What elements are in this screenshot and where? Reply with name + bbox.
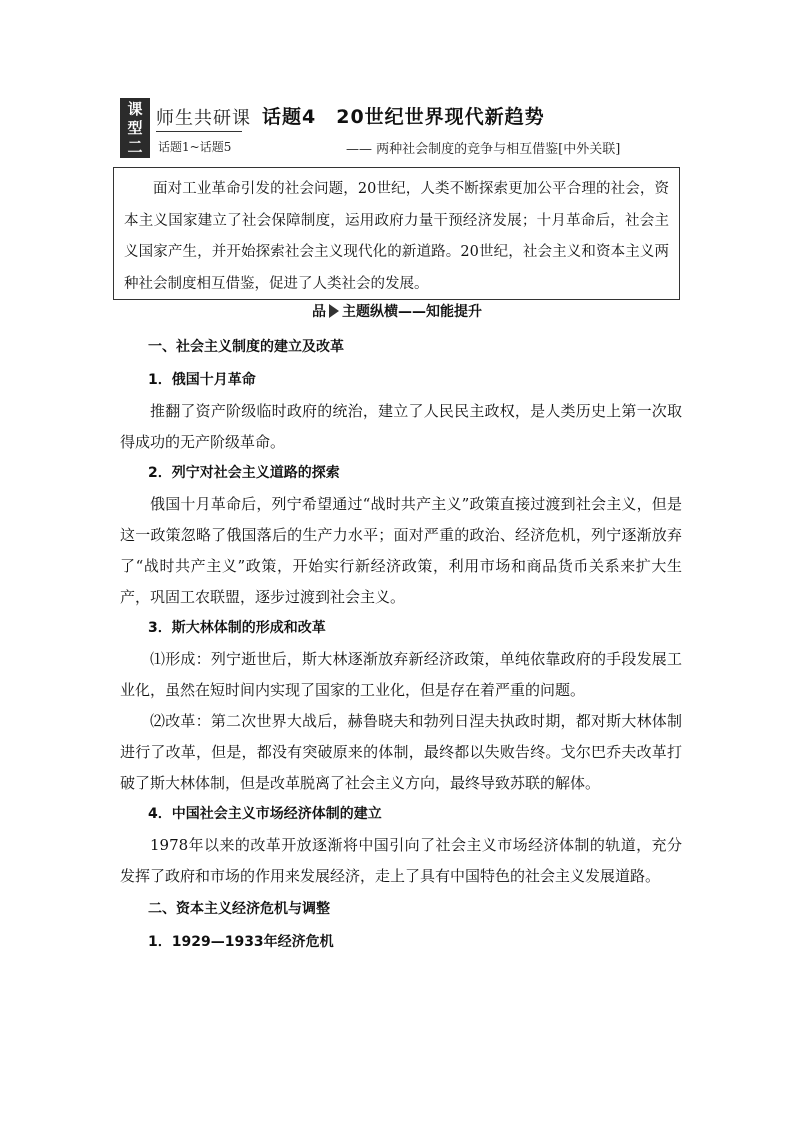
lesson-title: 师生共研课	[156, 108, 251, 129]
section-heading-2: 二、资本主义经济危机与调整	[148, 901, 330, 917]
paragraph-1-1: 推翻了资产阶级临时政府的统治，建立了人民民主政权，是人类历史上第一次取得成功的无产阶级革命。	[120, 402, 682, 451]
badge-char-3: 二	[127, 137, 143, 156]
subsection-heading-1-2: 2．列宁对社会主义道路的探索	[148, 465, 340, 481]
subsection-heading-1-4: 4．中国社会主义市场经济体制的建立	[148, 806, 382, 822]
section-banner	[0, 301, 794, 321]
subsection-heading-1-1: 1．俄国十月革命	[148, 372, 256, 388]
article-body	[120, 330, 682, 958]
banner-title: 主题纵横——知能提升	[342, 304, 482, 320]
paragraph-1-4: 1978年以来的改革开放逐渐将中国引向了社会主义市场经济体制的轨道，充分发挥了政府和市场的作用来发展经济，走上了具有中国特色的社会主义发展道路。	[120, 836, 682, 885]
section-heading-1: 一、社会主义制度的建立及改革	[148, 339, 344, 355]
play-arrow-icon	[329, 304, 339, 318]
lesson-type-badge	[120, 98, 150, 158]
lesson-title-divider	[156, 131, 242, 132]
subsection-heading-2-1: 1．1929—1933年经济危机	[148, 934, 334, 950]
banner-label: 品	[312, 304, 326, 320]
paragraph-1-3-a: ⑴形成：列宁逝世后，斯大林逐渐放弃新经济政策，单纯依靠政府的手段发展工业化，虽然在短时间内实现了国家的工业化，但是存在着严重的问题。	[120, 650, 682, 699]
lesson-header	[120, 98, 680, 160]
badge-char-1: 课	[127, 99, 143, 118]
badge-char-2: 型	[127, 118, 143, 137]
paragraph-1-2: 俄国十月革命后，列宁希望通过“战时共产主义”政策直接过渡到社会主义，但是这一政策忽略了俄国落后的生产力水平；面对严重的政治、经济危机，列宁逐渐放弃了“战时共产主义”政策，开始实行新经济政策，利用市场和商品货币关系来扩大生产，巩固工农联盟，逐步过渡到社会主义。	[120, 495, 682, 606]
topic-title: 话题4 20世纪世界现代新趋势	[262, 106, 545, 128]
lesson-range: 话题1~话题5	[158, 140, 232, 154]
topic-subtitle: —— 两种社会制度的竞争与相互借鉴[中外关联]	[346, 142, 621, 157]
topic-summary-box: 面对工业革命引发的社会问题，20世纪，人类不断探索更加公平合理的社会，资本主义国家建立了社会保障制度，运用政府力量干预经济发展；十月革命后，社会主义国家产生，并开始探索社会主义现代化的新道路。20世纪，社会主义和资本主义两种社会制度相互借鉴，促进了人类社会的发展。	[113, 167, 680, 300]
paragraph-1-3-b: ⑵改革：第二次世界大战后，赫鲁晓夫和勃列日涅夫执政时期，都对斯大林体制进行了改革，但是，都没有突破原来的体制，最终都以失败告终。戈尔巴乔夫改革打破了斯大林体制，但是改革脱离了社会主义方向，最终导致苏联的解体。	[120, 712, 682, 792]
subsection-heading-1-3: 3．斯大林体制的形成和改革	[148, 620, 326, 636]
